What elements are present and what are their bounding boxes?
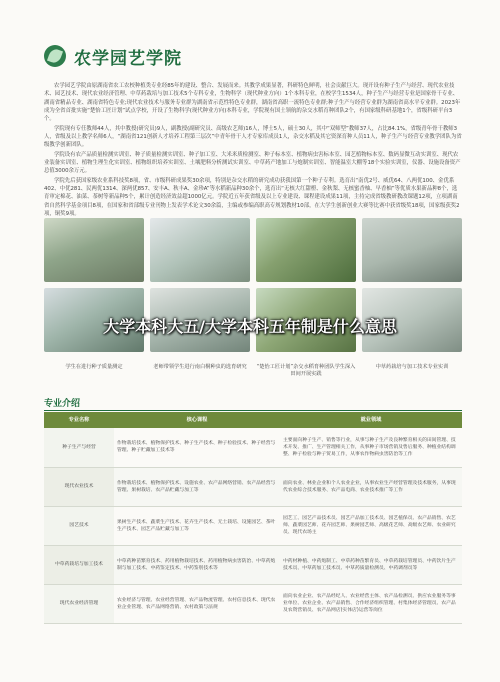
table-row	[44, 506, 462, 545]
section-divider	[44, 410, 462, 411]
program-courses: 农业经济与管理、农业经营管理、农产品物流管理、农村信息技术、现代农业企业管理、农产品网络营销、农村政策与法规	[114, 584, 280, 623]
photo-caption-2: 老师带领学生进行南白桐种虫的选育研究	[153, 364, 247, 370]
college-header	[44, 44, 182, 68]
program-name: 种子生产与经营	[44, 428, 114, 467]
program-courses: 果树生产技术、蔬菜生产技术、花卉生产技术、无土栽培、设施园艺、茶叶生产技术、园艺产品贮藏与加工等	[114, 506, 280, 545]
program-career: 面向农业、林业企业和个人农业企业，从事农业生产经营管理及技术服务，从事现代农业综合技术服务、农产品电商、农业技术推广等工作	[280, 467, 462, 506]
photo-lab	[44, 218, 144, 282]
photo-rice	[256, 218, 356, 282]
photo-field	[150, 218, 250, 282]
program-courses: 中草药种苗繁育技术、药用植物栽培技术、药用植物病虫害防治、中草药炮制与加工技术、中药鉴定技术、中药鉴别技术等	[114, 545, 280, 584]
leaf-logo-icon	[44, 45, 66, 67]
program-career: 园艺工、园艺产品技术员、园艺产品加工技术员、园艺植保员、农产品销售、农艺师、蔬菜园艺师、花卉园艺师、果树园艺师、高级花艺师、高级农艺师、农业研究员、现代农场主	[280, 506, 462, 545]
program-name: 中草药栽培与加工技术	[44, 545, 114, 584]
table-row	[44, 545, 462, 584]
program-table	[44, 412, 462, 624]
college-introduction	[44, 82, 462, 220]
header-core-courses: 核心课程	[114, 412, 280, 428]
intro-paragraph-4: 学院先后获国家级农业系科技奖8项，省、市级科研成果奖30余项，特别是杂交水稻的研究成功获我国第一个种子专利。选育出“南优2号、威优64、八两优100、金优系402、中优281、民两优1314、深两优857、安丰A、秋丰A、金珍A”等水稻新品种30余个，选育出“无核大红甜橙、金秋梨、无核蜜香柚、早香柚”等优质水果新品种8个，选育审定棉花、油菜、茶树等新品种5个，累计创造经济效益超1000亿元。学院近五年获省级及以上专业建设、课程建设成果11项，主持完成省级教研教改课题12项，立项湖南省自然科学基金项目8项，在国家和省部级专业刊物上发表学术论文30余篇，主编或参编高职高专规划教材10部，在大学生创新创业大赛等比赛中获省级奖18项，国家级获奖2项，铜奖9项。	[44, 177, 460, 218]
header-career-fields: 就业领域	[280, 412, 462, 428]
table-row	[44, 467, 462, 506]
photo-greenhouse	[362, 218, 462, 282]
overlay-title: 大学本科大五/大学本科五年制是什么意思	[103, 317, 397, 336]
photo-caption-3: “楚怡工匠计划”杂交水稻育种团队学生深入田间开展实践	[256, 364, 356, 377]
photo-row-top	[44, 218, 462, 282]
program-career: 主要面向种子生产、销售等行业，从事与种子生产及良种繁育相关的田间管理、技术开发、推广、生产管理相关工作，从事种子市场营销及售后服务、种植业结构调整、种子检验与种子贸易工作，从事农作物病虫害防治等工作	[280, 428, 462, 467]
section-title: 专业介绍	[44, 399, 81, 409]
header-program-name: 专业名称	[44, 412, 114, 428]
table-row	[44, 428, 462, 467]
photo-captions	[44, 364, 462, 378]
program-courses: 作物栽培技术、植物保护技术、设施农业、农产品网络营销、农产品经营与管理、果树栽培、农产品贮藏与加工等	[114, 467, 280, 506]
table-row	[44, 584, 462, 623]
program-career: 面向农业企业、农产品经纪人、农业经营主体、农产品检测员、供应农业服务等事业单位、农业企业、农产品销售、合作经济组织管理、村集体经济管理员、农产品及农资营销员、农产品网店(实体店)运营等岗位	[280, 584, 462, 623]
program-name: 园艺技术	[44, 506, 114, 545]
intro-paragraph-1: 农学园艺学院由原湖南省农工农校种植类专业经85年的建设、整合、发展而来。其教学成果显著，科研特色鲜明，社会贡献巨大。现开设有种子生产与经营、现代农业技术、园艺技术、现代农业经济管理、中草药栽培与加工技术5个专科专业，生物科学（现代种业方向）1个本科专业，在校学生1534人，种子生产与经营专业是国家骨干专业、湖南省精品专业、湖南省特色专业;现代农业技术与服务专业群为湖南省示范性特色专业群，湖南省高职一流特色专业群;种子生产与经营专业群为湖南省高水平专业群。2023年成为全省首批实施“楚怡工匠计划”试点学校，开设了生物科学(现代种业方向)本科专业，学院现有国土领航的杂交水稻育种团队2个，有国家级科研基地1个，省级科研平台3个。	[44, 83, 461, 123]
intro-paragraph-3: 学院设有农产品质量检测实训室、种子质量检测实训室、种子加工室、大米米质检测室、种子标本室、植物病虫害标本室、园艺植物标本室、数码显微互动实训室、现代农业装备实训室、植物生理生化实训室、植物组织培养实训室、土壤肥料分析测试实训室、中草药产地加工与炮制实训室、智能温室大棚等18个实验实训室，仪器、设施设备资产总值3000余万元。	[44, 151, 461, 175]
photo-caption-4: 中草药栽培与加工技术专业实训	[375, 364, 449, 370]
photo-caption-1: 学生在进行种子质量测定	[65, 364, 123, 370]
program-name: 现代农业经济管理	[44, 584, 114, 623]
program-courses: 作物栽培技术、植物保护技术、种子生产技术、种子检验技术、种子经营与管理、种子贮藏加工技术等	[114, 428, 280, 467]
intro-paragraph-2: 学院现有专任教师44人，其中教授(研究员)9人，副教授(副研究员、高级农艺师)16人，博士5人，硕士30人，其中“双师型”教师37人，占比84.1%，省级青年骨干教师3人，省级及以上教学名师6人，“湖南省121创新人才培养工程第三层次”中青年骨干人才专家库成员1人，杂交水稻及其它资深育种人员11人，种子生产与经营专业教学团队为省级教学创新团队。	[44, 125, 462, 149]
table-header-row	[44, 412, 462, 428]
college-title: 农学园艺学院	[74, 48, 182, 69]
program-name: 现代农业技术	[44, 467, 114, 506]
program-career: 中药材种植、中药炮制工、中草药种苗繁育员、中草药栽培管理员、中药饮片生产技术员、中草药加工技术员、中草药质量检测员、中药调剂员等	[280, 545, 462, 584]
